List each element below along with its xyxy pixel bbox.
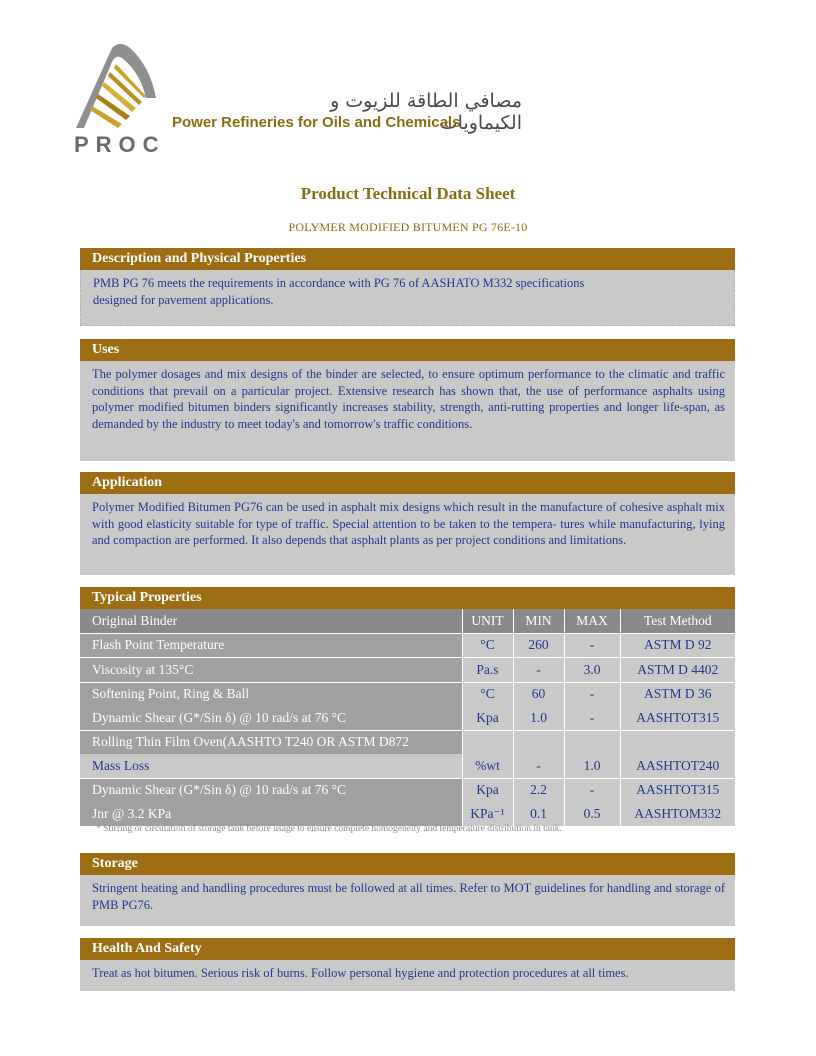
property-max (564, 730, 620, 754)
column-header: Original Binder (80, 609, 462, 633)
typical-properties-table (80, 609, 735, 826)
property-test-method: ASTM D 4402 (620, 658, 735, 683)
description-heading: Description and Physical Properties (80, 248, 735, 270)
property-name: Viscosity at 135°C (80, 658, 462, 683)
property-name: Flash Point Temperature (80, 633, 462, 658)
storage-section (80, 853, 735, 926)
property-unit: Kpa (462, 706, 513, 730)
column-header: Test Method (620, 609, 735, 633)
table-row (80, 730, 735, 754)
property-min: - (513, 754, 564, 778)
description-section (80, 248, 735, 326)
property-min: 2.2 (513, 778, 564, 802)
property-unit: %wt (462, 754, 513, 778)
property-test-method (620, 730, 735, 754)
table-row (80, 682, 735, 706)
typical-properties-heading: Typical Properties (80, 587, 735, 609)
property-min: 1.0 (513, 706, 564, 730)
column-header: MAX (564, 609, 620, 633)
table-row (80, 706, 735, 730)
property-min (513, 730, 564, 754)
property-name: Softening Point, Ring & Ball (80, 682, 462, 706)
property-unit (462, 730, 513, 754)
property-test-method: ASTM D 36 (620, 682, 735, 706)
property-max: 3.0 (564, 658, 620, 683)
table-header-row (80, 609, 735, 633)
property-name: Rolling Thin Film Oven(AASHTO T240 OR ASTM D872 (80, 730, 462, 754)
table-row (80, 658, 735, 683)
application-heading: Application (80, 472, 735, 494)
typical-properties-section (80, 587, 735, 826)
health-safety-body: Treat as hot bitumen. Serious risk of burns. Follow personal hygiene and protection procedures at all times. (80, 960, 735, 991)
property-unit: Kpa (462, 778, 513, 802)
application-section (80, 472, 735, 575)
property-name: Mass Loss (80, 754, 462, 778)
application-body: Polymer Modified Bitumen PG76 can be used in asphalt mix designs which result in the manufacture of cohesive asphalt mix with good elasticity suitable for type of traffic. Special attention to be taken to the tempera- tures while manufacturing, lying and compaction are performed. It also depends that asphalt plants as per project conditions and limitations. (80, 494, 735, 575)
property-min: 260 (513, 633, 564, 658)
page-title: Product Technical Data Sheet (300, 184, 516, 203)
property-min: 60 (513, 682, 564, 706)
property-unit: °C (462, 682, 513, 706)
health-safety-heading: Health And Safety (80, 938, 735, 960)
property-min: - (513, 658, 564, 683)
table-row (80, 778, 735, 802)
table-row (80, 754, 735, 778)
table-row (80, 633, 735, 658)
storage-heading: Storage (80, 853, 735, 875)
storage-body: Stringent heating and handling procedures must be followed at all times. Refer to MOT guidelines for handling and storage of PMB PG76. (80, 875, 735, 926)
property-test-method: ASTM D 92 (620, 633, 735, 658)
property-unit: KPa⁻¹ (462, 802, 513, 826)
column-header: MIN (513, 609, 564, 633)
uses-section (80, 339, 735, 461)
property-name: Dynamic Shear (G*/Sin δ) @ 10 rad/s at 76 °C (80, 778, 462, 802)
property-test-method: AASHTOT315 (620, 706, 735, 730)
logo-english-name: Power Refineries for Oils and Chemicals (172, 114, 461, 131)
uses-body: The polymer dosages and mix designs of the binder are selected, to ensure optimum performance to the climatic and traffic conditions that prevail on a particular project. Extensive research has shown that, the use of performance asphalts using polymer modified bitumen binders significantly increases stability, strength, anti-rutting properties and longer life-span, as demanded by the industry to meet today's and tomorrow's traffic conditions. (80, 361, 735, 461)
property-min: 0.1 (513, 802, 564, 826)
company-logo (72, 42, 522, 160)
property-unit: °C (462, 633, 513, 658)
description-body: PMB PG 76 meets the requirements in accordance with PG 76 of AASHATO M332 specifications designed for pavement applications. (80, 270, 735, 326)
table-row (80, 802, 735, 826)
page-subtitle: POLYMER MODIFIED BITUMEN PG 76E-10 (288, 220, 528, 234)
property-max: 1.0 (564, 754, 620, 778)
property-test-method: AASHTOT315 (620, 778, 735, 802)
property-max: 0.5 (564, 802, 620, 826)
property-test-method: AASHTOM332 (620, 802, 735, 826)
health-safety-section (80, 938, 735, 991)
logo-acronym: PROC (74, 132, 166, 157)
property-max: - (564, 778, 620, 802)
uses-heading: Uses (80, 339, 735, 361)
proc-arch-icon (72, 42, 162, 132)
property-unit: Pa.s (462, 658, 513, 683)
property-test-method: AASHTOT240 (620, 754, 735, 778)
property-max: - (564, 682, 620, 706)
property-name: Dynamic Shear (G*/Sin δ) @ 10 rad/s at 76 °C (80, 706, 462, 730)
property-max: - (564, 706, 620, 730)
logo-arabic-name: مصافي الطاقة للزيوت و الكيماويات (330, 90, 522, 134)
table-footnote: * Stirring or circulation of storage tank before usage to ensure complete homogeneity and temperature distribution in tank. (96, 824, 562, 834)
column-header: UNIT (462, 609, 513, 633)
property-name: Jnr @ 3.2 KPa (80, 802, 462, 826)
property-max: - (564, 633, 620, 658)
